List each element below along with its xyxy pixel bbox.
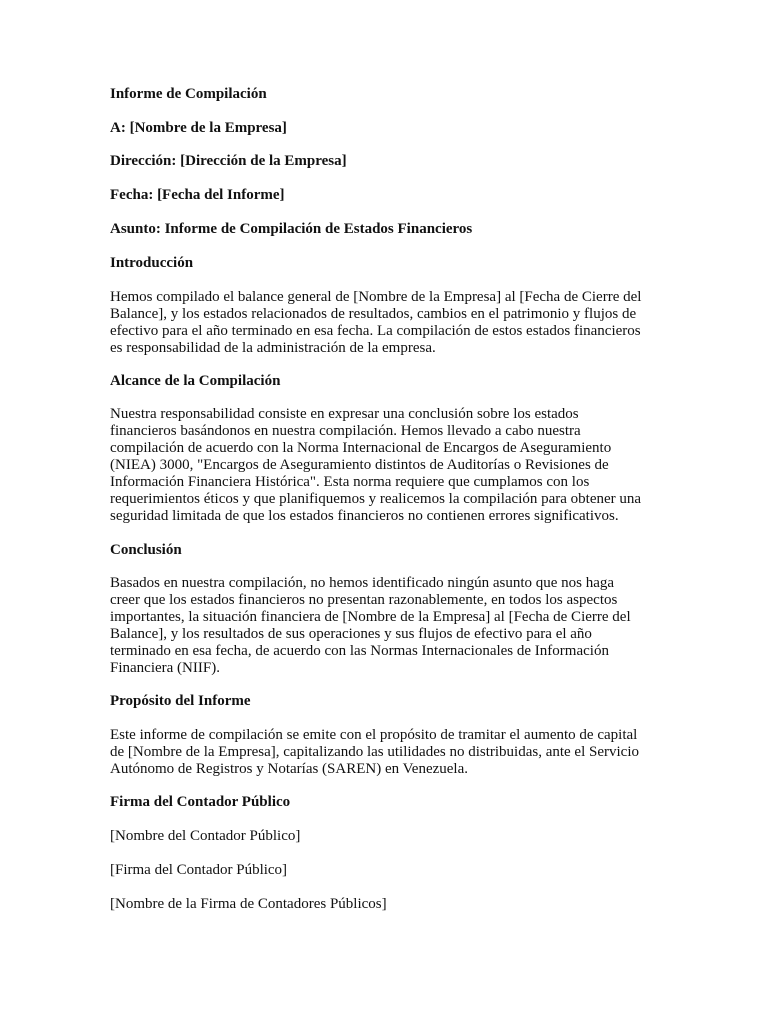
address-line: Dirección: [Dirección de la Empresa]: [110, 153, 347, 169]
subject-line: Asunto: Informe de Compilación de Estados Financieros: [110, 221, 473, 237]
scope-paragraph-line: (NIEA) 3000, "Encargos de Aseguramiento distintos de Auditorías o Revisiones de: [110, 457, 609, 473]
conclusion-paragraph-line: Balance], y los resultados de sus operaciones y sus flujos de efectivo para el año: [110, 626, 592, 642]
scope-paragraph-line: compilación de acuerdo con la Norma Internacional de Encargos de Aseguramiento: [110, 440, 612, 456]
conclusion-paragraph-line: terminado en esa fecha, de acuerdo con las Normas Internacionales de Información: [110, 643, 609, 659]
accounting-firm-placeholder: [Nombre de la Firma de Contadores Públicos]: [110, 896, 387, 912]
conclusion-paragraph-line: Financiera (NIIF).: [110, 660, 220, 676]
document-heading: Informe de Compilación: [110, 86, 267, 102]
date-line: Fecha: [Fecha del Informe]: [110, 187, 285, 203]
intro-paragraph-line: Balance], y los estados relacionados de resultados, cambios en el patrimonio y flujos de: [110, 306, 637, 322]
scope-paragraph-line: financieros basándonos en nuestra compilación. Hemos llevado a cabo nuestra: [110, 423, 581, 439]
conclusion-paragraph-line: Basados en nuestra compilación, no hemos identificado ningún asunto que nos haga: [110, 575, 615, 591]
scope-paragraph-line: Información Financiera Histórica". Esta norma requiere que cumplamos con los: [110, 474, 590, 490]
intro-paragraph-line: efectivo para el año terminado en esa fecha. La compilación de estos estados financieros: [110, 323, 641, 339]
purpose-paragraph-line: Este informe de compilación se emite con el propósito de tramitar el aumento de capital: [110, 727, 638, 743]
conclusion-paragraph-line: creer que los estados financieros no presentan razonablemente, en todos los aspectos: [110, 592, 618, 608]
scope-paragraph-line: seguridad limitada de que los estados financieros no contienen errores significativos.: [110, 508, 619, 524]
scope-paragraph-line: Nuestra responsabilidad consiste en expresar una conclusión sobre los estados: [110, 406, 579, 422]
intro-paragraph-line: es responsabilidad de la administración de la empresa.: [110, 340, 436, 356]
intro-paragraph-line: Hemos compilado el balance general de [Nombre de la Empresa] al [Fecha de Cierre del: [110, 289, 642, 305]
recipient-line: A: [Nombre de la Empresa]: [110, 120, 287, 136]
section-title-conclusion: Conclusión: [110, 542, 182, 558]
section-title-intro: Introducción: [110, 255, 194, 271]
accountant-name-placeholder: [Nombre del Contador Público]: [110, 828, 301, 844]
purpose-paragraph-line: Autónomo de Registros y Notarías (SAREN) en Venezuela.: [110, 761, 468, 777]
section-title-scope: Alcance de la Compilación: [110, 373, 281, 389]
conclusion-paragraph-line: importantes, la situación financiera de [Nombre de la Empresa] al [Fecha de Cierre del: [110, 609, 631, 625]
section-title-signature: Firma del Contador Público: [110, 794, 291, 810]
section-title-purpose: Propósito del Informe: [110, 693, 251, 709]
accountant-signature-placeholder: [Firma del Contador Público]: [110, 862, 288, 878]
scope-paragraph-line: requerimientos éticos y que planifiquemos y realicemos la compilación para obtener una: [110, 491, 642, 507]
purpose-paragraph-line: de [Nombre de la Empresa], capitalizando las utilidades no distribuidas, ante el Servicio: [110, 744, 639, 760]
